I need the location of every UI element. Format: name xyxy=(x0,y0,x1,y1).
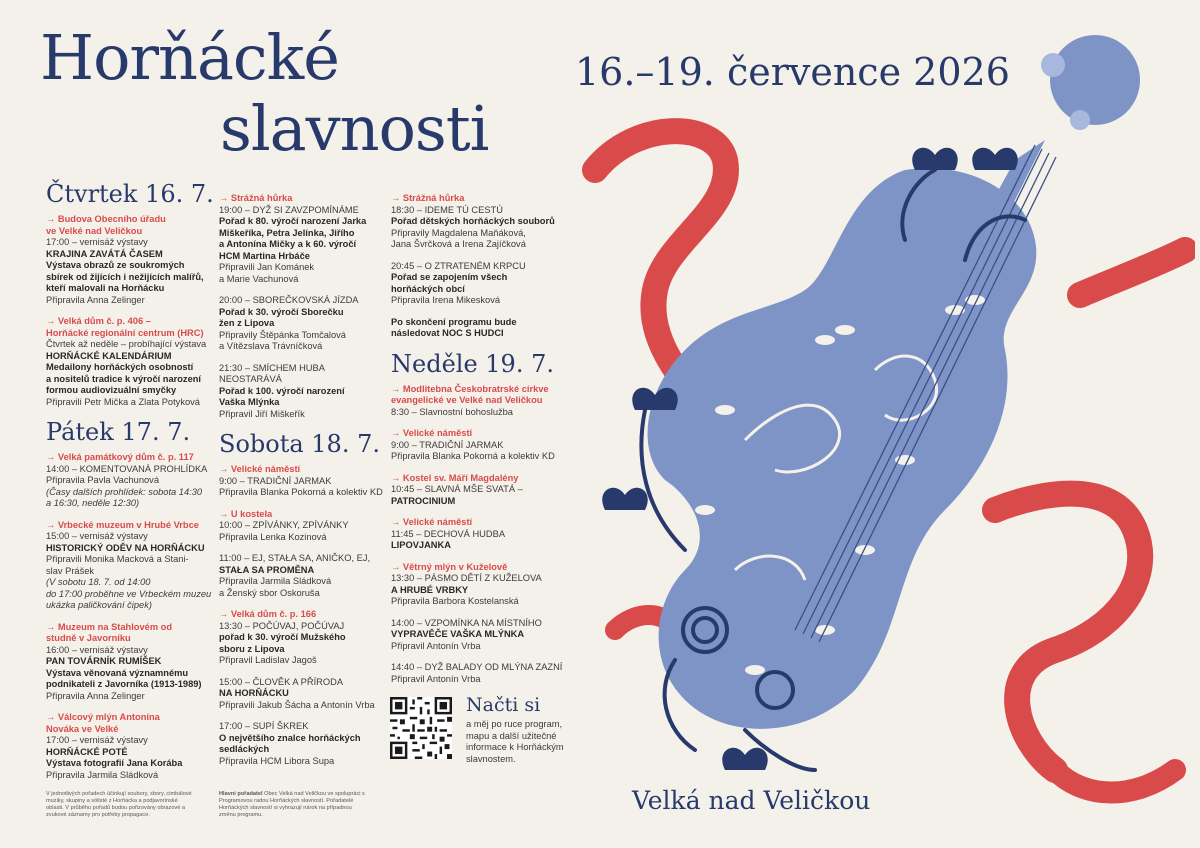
event-venue: → Modlitebna Českobratrské církve xyxy=(391,383,549,394)
event-time: 17:00 – vernisáž výstavy xyxy=(46,237,148,247)
event-time: 10:45 – SLAVNÁ MŠE SVATÁ – xyxy=(391,484,523,494)
program-item xyxy=(219,609,389,667)
event-time: 14:00 – KOMENTOVANÁ PROHLÍDKA xyxy=(46,463,208,474)
event-title: sbírek od žijících i nežijících malířů, xyxy=(46,271,204,282)
event-time: 17:00 – SUPÍ ŠKREK xyxy=(219,721,309,731)
event-time: 20:00 – SBOREČKOVSKÁ JÍZDA xyxy=(219,295,359,305)
event-time: 11:45 – DECHOVÁ HUDBA xyxy=(391,528,506,539)
event-credit: Připravili Jan Kománek xyxy=(219,262,315,272)
event-credit: a Vítězslava Trávníčková xyxy=(219,341,323,351)
event-credit: slav Prášek xyxy=(46,565,95,576)
event-title: HORŇÁCKÉ KALENDÁRIUM xyxy=(46,350,172,361)
event-credit: Připravili Jakub Šácha a Antonín Vrba xyxy=(219,699,375,710)
event-credit: Připravil Antonín Vrba xyxy=(391,673,481,684)
event-venue: → Velické náměstí xyxy=(391,517,473,527)
program-item xyxy=(219,677,389,712)
event-title: Miškeříka, Petra Jelínka, Jiřího xyxy=(219,227,355,238)
event-title: následovat NOC S HUDCI xyxy=(391,328,504,338)
program-item xyxy=(219,193,389,285)
event-title: kteří malovali na Horňácku xyxy=(46,283,165,293)
program-item xyxy=(391,261,571,307)
event-credit: Připravila Lenka Kozinová xyxy=(219,531,327,542)
event-venue: → Strážná hůrka xyxy=(219,193,293,203)
event-credit: Připravila Anna Zelinger xyxy=(46,294,145,305)
event-note: a 16:30, neděle 12:30) xyxy=(46,498,140,508)
event-title: HCM Martina Hrbáče xyxy=(219,250,310,261)
program-item xyxy=(46,316,216,408)
program-column-3 xyxy=(391,193,571,695)
event-venue: → Velká památkový dům č. p. 117 xyxy=(46,452,194,462)
event-title: KRAJINA ZAVÁTÁ ČASEM xyxy=(46,248,163,259)
event-venue: → U kostela xyxy=(219,508,273,519)
event-title: Medailony horňáckých osobností xyxy=(46,362,194,372)
event-title: podnikateli z Javorníka (1913-1989) xyxy=(46,679,202,689)
event-title: HORŇÁCKÉ POTÉ xyxy=(46,746,128,757)
event-time: 19:00 – DYŽ SI ZAVZPOMÍNÁME xyxy=(219,204,359,215)
event-title: VYPRAVĚČE VAŠKA MLÝNKA xyxy=(391,629,525,639)
day-heading-sunday: Neděle 19. 7. xyxy=(391,349,554,378)
program-item xyxy=(46,214,216,306)
program-item xyxy=(219,553,389,599)
event-note: ukázka paličkování čipek) xyxy=(46,600,152,610)
event-time: 8:30 – Slavnostní bohoslužba xyxy=(391,406,513,417)
friday-events xyxy=(46,452,216,781)
event-venue: ve Velké nad Veličkou xyxy=(46,225,143,236)
event-title: Pořad k 100. výročí narození xyxy=(219,385,345,396)
event-title: Pořad dětských horňáckých souborů xyxy=(391,216,555,226)
program-item xyxy=(391,428,571,463)
program-item xyxy=(391,193,571,251)
event-title: LIPOVJANKA xyxy=(391,540,451,550)
thursday-events xyxy=(46,214,216,408)
event-title: NA HORŇÁCKU xyxy=(219,688,289,698)
program-item xyxy=(46,712,216,781)
event-time: 16:00 – vernisáž výstavy xyxy=(46,644,148,655)
event-credit: Připravila Barbora Kostelanská xyxy=(391,596,519,606)
event-title: PATROCINIUM xyxy=(391,495,456,506)
event-venue: → Velká dům č. p. 406 – xyxy=(46,316,151,326)
qr-instructions xyxy=(466,694,586,765)
program-item xyxy=(46,622,216,703)
program-item xyxy=(391,662,571,685)
event-time: 9:00 – TRADIČNÍ JARMAK xyxy=(219,475,332,486)
program-column-1 xyxy=(46,180,216,791)
program-item xyxy=(219,509,389,544)
event-title: PAN TOVÁRNÍK RUMÍŠEK xyxy=(46,656,162,666)
event-venue: Horňácké regionální centrum (HRC) xyxy=(46,327,204,338)
day-heading-friday: Pátek 17. 7. xyxy=(46,418,191,446)
program-item xyxy=(391,317,571,340)
title-line-1: Horňácké xyxy=(40,21,339,94)
event-time: 20:45 – O ZTRATENÉM KRPCU xyxy=(391,260,526,271)
event-venue: → Kostel sv. Máří Magdalény xyxy=(391,472,519,483)
saturday-events xyxy=(219,464,389,767)
event-time: 17:00 – vernisáž výstavy xyxy=(46,735,148,745)
program-item xyxy=(391,618,571,653)
event-time: 13:30 – PÁSMO DĚTÍ Z KUŽELOVA xyxy=(391,573,542,583)
event-credit: Připravil Jiří Miškeřík xyxy=(219,408,305,419)
event-credit: Připravily Magdalena Maňáková, xyxy=(391,227,526,238)
program-item xyxy=(391,517,571,552)
event-credit: Připravil Antonín Vrba xyxy=(391,640,481,651)
event-title: Vaška Mlýnka xyxy=(219,397,280,407)
event-time: 21:30 – SMÍCHEM HUBA NEOSTARÁVÁ xyxy=(219,362,325,384)
event-title: O největšího znalce horňáckých xyxy=(219,732,361,743)
program-item xyxy=(46,520,216,612)
event-title: Po skončení programu bude xyxy=(391,316,517,327)
event-venue: → Strážná hůrka xyxy=(391,193,465,203)
day-heading-saturday: Sobota 18. 7. xyxy=(219,430,380,458)
event-credit: Připravili Monika Macková a Stani- xyxy=(46,554,189,564)
violin-body xyxy=(648,168,1037,729)
event-time: 18:30 – IDEME TÚ CESTÚ xyxy=(391,204,503,215)
event-title: sedláckých xyxy=(219,744,270,754)
event-time: 15:00 – vernisáž výstavy xyxy=(46,531,148,541)
event-venue: → Vrbecké muzeum v Hrubé Vrbce xyxy=(46,519,199,530)
program-item xyxy=(46,452,216,510)
event-note: (Časy dalších prohlídek: sobota 14:30 xyxy=(46,486,203,497)
event-credit: Připravila HCM Libora Supa xyxy=(219,755,335,766)
festival-place: Velká nad Veličkou xyxy=(632,786,871,815)
event-credit: Připravila Jarmila Sládková xyxy=(46,769,159,780)
title-line-2: slavnosti xyxy=(220,92,489,165)
event-title: a Antonína Mičky a k 60. výročí xyxy=(219,239,357,249)
event-title: Pořad se zapojením všech xyxy=(391,272,508,282)
event-title: sboru z Lipova xyxy=(219,643,285,654)
event-credit: Připravily Štěpánka Tomčalová xyxy=(219,329,346,340)
event-time: 14:00 – VZPOMÍNKA NA MÍSTNÍHO xyxy=(391,617,542,628)
program-item xyxy=(219,464,389,499)
event-venue: → Válcový mlýn Antonína xyxy=(46,712,160,722)
event-credit: Připravila Pavla Vachunová xyxy=(46,475,160,485)
event-venue: → Budova Obecního úřadu xyxy=(46,214,166,224)
event-time: 13:30 – POČÚVAJ, POČÚVAJ xyxy=(219,620,345,631)
event-credit: Připravila Blanka Pokorná a kolektiv KD xyxy=(391,451,555,461)
friday-evening-events xyxy=(219,193,389,420)
saturday-evening-events xyxy=(391,193,571,340)
event-title: a nositelů tradice k výročí narození xyxy=(46,373,202,384)
event-title: žen z Lipova xyxy=(219,318,275,328)
program-item xyxy=(391,384,571,419)
qr-text: a měj po ruce program, mapu a další užitečné informace k Horňáckým slavnostem. xyxy=(466,719,564,764)
program-item xyxy=(391,473,571,508)
event-credit: Připravila Blanka Pokorná a kolektiv KD xyxy=(219,487,383,497)
event-venue: → Velká dům č. p. 166 xyxy=(219,609,317,619)
festival-dates: 16.–19. července 2026 xyxy=(575,50,1010,94)
event-venue: → Velické náměstí xyxy=(219,464,301,474)
event-credit: Připravil Ladislav Jagoš xyxy=(219,655,317,665)
event-venue: → Větrný mlýn v Kuželově xyxy=(391,561,508,572)
event-title: Výstava fotografií Jana Korába xyxy=(46,758,183,768)
event-title: STAŁA SA PROMĚNA xyxy=(219,564,315,575)
program-column-2 xyxy=(219,193,389,777)
event-credit: Jana Švrčková a Irena Zajíčková xyxy=(391,239,526,249)
day-heading-thursday: Čtvrtek 16. 7. xyxy=(46,180,214,208)
event-title: pořad k 30. výročí Mužského xyxy=(219,632,346,642)
event-title: Výstava věnovaná významnému xyxy=(46,667,189,678)
event-title: Pořad k 30. výročí Sborečku xyxy=(219,306,344,317)
event-credit: a Ženský sbor Oskoruša xyxy=(219,587,320,598)
event-credit: Připravila Anna Zelinger xyxy=(46,690,145,701)
event-time: 11:00 – EJ, STAŁA SA, ANIČKO, EJ, xyxy=(219,553,371,563)
event-venue: evangelické ve Velké nad Veličkou xyxy=(391,395,543,405)
sunday-events xyxy=(391,384,571,686)
event-venue: → Velické náměstí xyxy=(391,428,473,438)
event-time: 10:00 – ZPÍVÁNKY, ZPÍVÁNKY xyxy=(219,520,349,530)
program-item xyxy=(219,363,389,421)
qr-title: Načti si xyxy=(466,694,541,716)
organizer-note xyxy=(219,791,369,819)
event-venue: Nováka ve Velké xyxy=(46,723,119,734)
event-credit: Připravila Irena Mikesková xyxy=(391,295,501,305)
event-title: Výstava obrazů ze soukromých xyxy=(46,260,185,270)
event-time: Čtvrtek až neděle – probíhající výstava xyxy=(46,339,207,349)
event-credit: Připravila Jarmila Sládková xyxy=(219,576,332,586)
event-title: A HRUBÉ VRBKY xyxy=(391,584,469,595)
event-note: do 17:00 proběhne ve Vrbeckém muzeu xyxy=(46,588,212,599)
event-credit: Připravili Petr Mička a Zlata Potyková xyxy=(46,396,200,407)
organizer-text: Obec Velká nad Veličkou ve spolupráci s Programovou radou Horňáckých slavností. Pořadatelé Horňáckých slavností si vyhrazují nárok na případnou změnu programu. xyxy=(219,791,365,818)
program-item xyxy=(391,562,571,608)
event-title: Pořad k 80. výročí narození Jarka xyxy=(219,216,367,226)
program-item xyxy=(219,721,389,767)
event-title: HISTORICKÝ ODĚV NA HORŇÁCKU xyxy=(46,542,205,553)
event-title: horňáckých obcí xyxy=(391,283,465,294)
event-credit: a Marie Vachunová xyxy=(219,273,299,284)
event-venue: → Muzeum na Stahlovém od xyxy=(46,621,173,632)
event-venue: studně v Javorníku xyxy=(46,633,131,643)
violin-illustration xyxy=(575,10,1195,830)
event-title: formou audiovizuální smyčky xyxy=(46,385,177,395)
footer-note: V jednotlivých pořadech účinkují soubory, sbory, cimbálové muziky, skupiny a sólisté z Horňácka a podjavorinské oblasti. V průběhu pořadů budou pořizovány obrazové a zvukové záznamy pro potřeby propagace. xyxy=(46,791,192,818)
event-time: 14:40 – DYŽ BALADY OD MLÝNA ZAZNÍ xyxy=(391,662,563,672)
event-note: (V sobotu 18. 7. od 14:00 xyxy=(46,577,151,587)
organizer-label: Hlavní pořadatel xyxy=(219,791,263,797)
program-item xyxy=(219,295,389,353)
event-time: 15:00 – ČLOVĚK A PŘÍRODA xyxy=(219,676,344,687)
event-time: 9:00 – TRADIČNÍ JARMAK xyxy=(391,439,504,450)
